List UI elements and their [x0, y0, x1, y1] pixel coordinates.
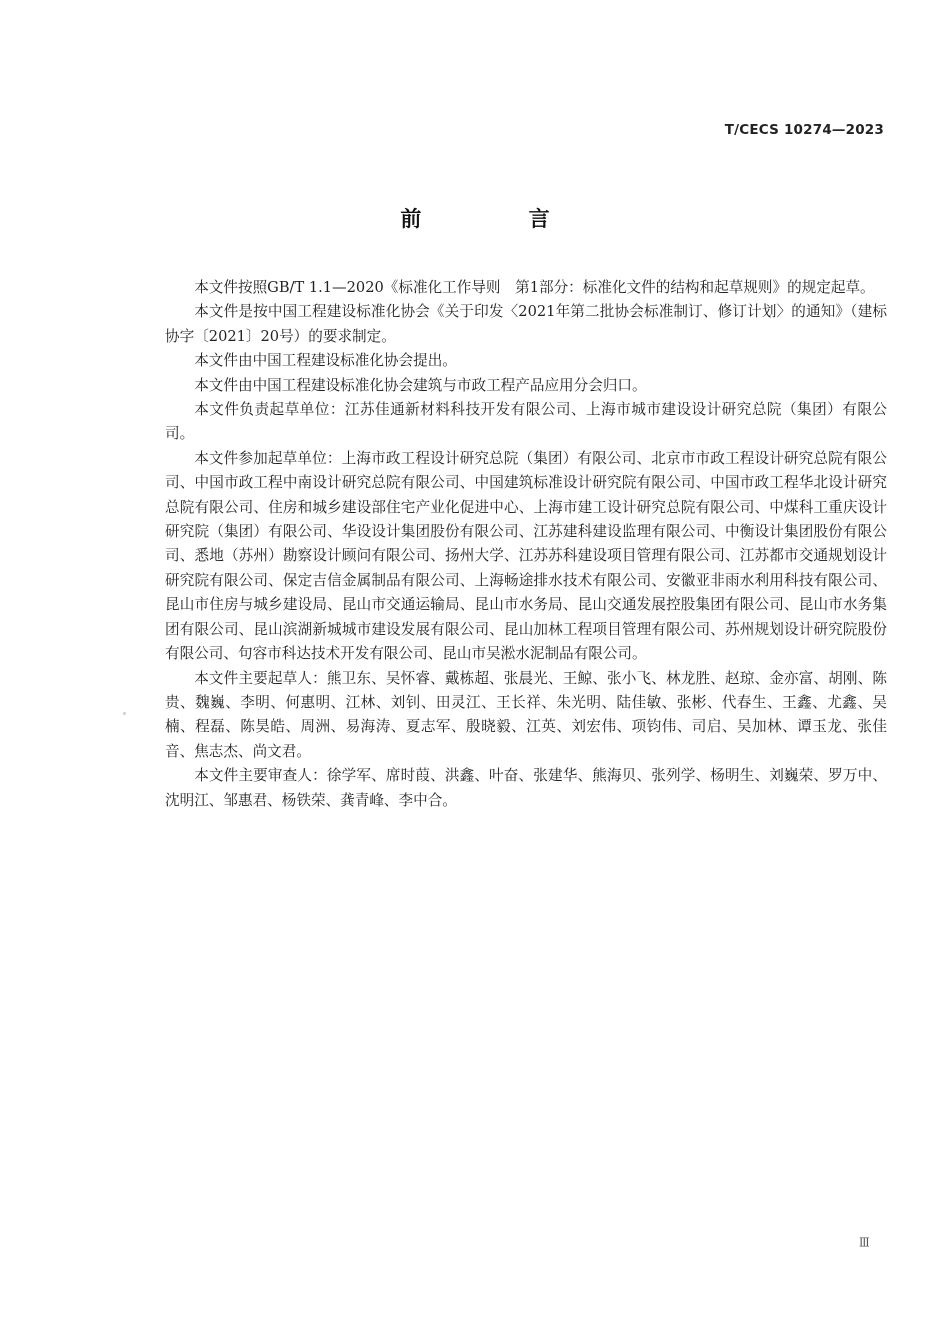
scan-speck: [123, 712, 126, 715]
preface-body: [165, 276, 887, 813]
standard-number: T/CECS 10274—2023: [724, 122, 884, 138]
paragraph-proposer: 本文件由中国工程建设标准化协会提出。: [194, 352, 457, 370]
page-number: Ⅲ: [859, 1235, 870, 1250]
paragraph-formulation-basis: 本文件是按中国工程建设标准化协会《关于印发〈2021年第二批协会标准制订、修订计划〉的通知》（建标协字〔2021〕20号）的要求制定。: [165, 303, 887, 345]
page-title: 前 言: [400, 207, 600, 231]
paragraph-drafting-rules: 本文件按照GB/T 1.1—2020《标准化工作导则 第1部分：标准化文件的结构和起草规则》的规定起草。: [194, 279, 875, 296]
paragraph-chief-drafters: 本文件主要起草人：熊卫东、吴怀睿、戴栋超、张晨光、王鲸、张小飞、林龙胜、赵琼、金亦富、胡刚、陈贵、魏巍、李明、何惠明、江林、刘钊、田灵江、王长祥、朱光明、陆佳敏、张彬、代春生、王鑫、尤鑫、吴楠、程磊、陈昊皓、周洲、易海涛、夏志军、殷晓毅、江英、刘宏伟、项钧伟、司启、吴加林、谭玉龙、张佳音、焦志杰、尚文君。: [165, 669, 887, 760]
paragraph-chief-reviewers: 本文件主要审查人：徐学军、席时葭、洪鑫、叶奋、张建华、熊海贝、张列学、杨明生、刘巍荣、罗万中、沈明江、邹惠君、杨铁荣、龚青峰、李中合。: [165, 767, 887, 809]
paragraph-responsible-committee: 本文件由中国工程建设标准化协会建筑与市政工程产品应用分会归口。: [194, 376, 647, 394]
paragraph-chief-drafting-units: 本文件负责起草单位：江苏佳通新材料科技开发有限公司、上海市城市建设设计研究总院（集团）有限公司。: [165, 401, 887, 443]
paragraph-participating-units: 本文件参加起草单位：上海市政工程设计研究总院（集团）有限公司、北京市市政工程设计研究总院有限公司、中国市政工程中南设计研究总院有限公司、中国建筑标准设计研究院有限公司、中国市政工程华北设计研究总院有限公司、住房和城乡建设部住宅产业化促进中心、上海市建工设计研究总院有限公司、中煤科工重庆设计研究院（集团）有限公司、华设设计集团股份有限公司、江苏建科建设监理有限公司、中衡设计集团股份有限公司、悉地（苏州）勘察设计顾问有限公司、扬州大学、江苏苏科建设项目管理有限公司、江苏都市交通规划设计研究院有限公司、保定吉信金属制品有限公司、上海畅途排水技术有限公司、安徽亚非雨水利用科技有限公司、昆山市住房与城乡建设局、昆山市交通运输局、昆山市水务局、昆山交通发展控股集团有限公司、昆山市水务集团有限公司、昆山滨湖新城城市建设发展有限公司、昆山加林工程项目管理有限公司、苏州规划设计研究院股份有限公司、句容市科达技术开发有限公司、昆山市吴淞水泥制品有限公司。: [165, 449, 887, 663]
